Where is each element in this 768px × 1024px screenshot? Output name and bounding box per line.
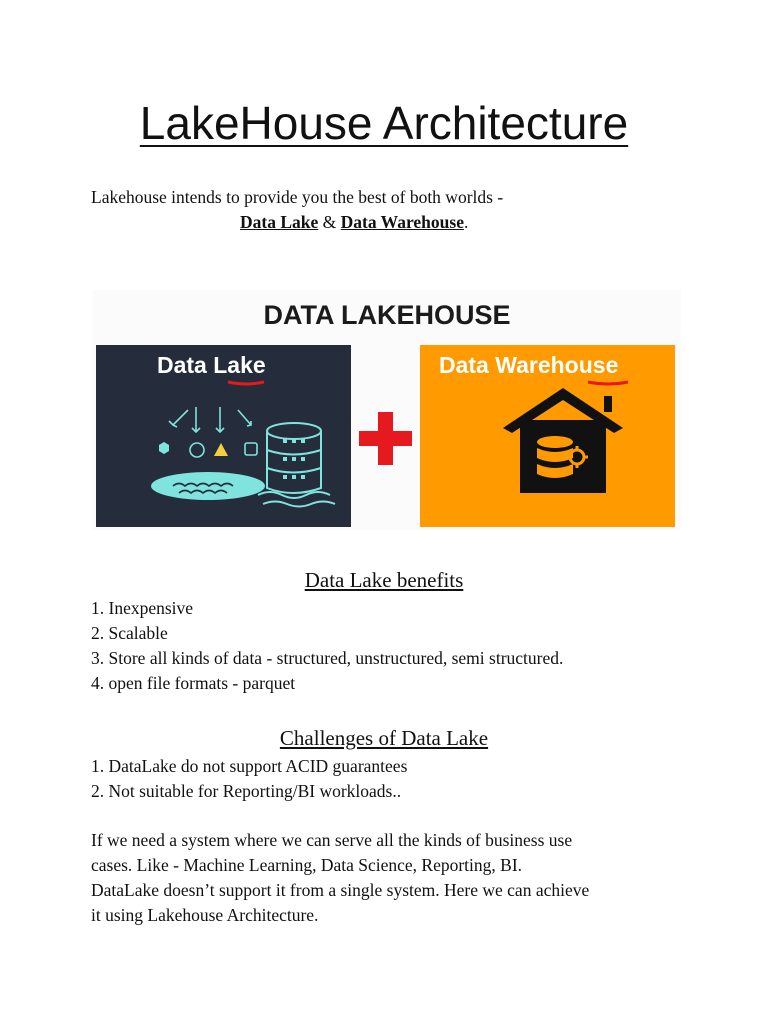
lake-icon [151, 472, 265, 500]
challenges-list [91, 754, 407, 804]
figure-heading: DATA LAKEHOUSE [263, 300, 511, 330]
benefits-list [91, 596, 563, 696]
conclusion-line: cases. Like - Machine Learning, Data Science, Reporting, BI. [91, 855, 523, 875]
intro-highlight [240, 210, 468, 235]
page-title: LakeHouse Architecture [139, 97, 629, 149]
challenges-heading: Challenges of Data Lake [279, 726, 489, 750]
lakehouse-figure [93, 290, 681, 530]
conclusion-line: DataLake doesn’t support it from a single system. Here we can achieve [91, 880, 590, 900]
list-item: 2. Scalable [91, 623, 168, 643]
intro-text: Lakehouse intends to provide you the best of both worlds - [91, 187, 504, 207]
intro-period: . [463, 212, 469, 232]
list-item: 4. open file formats - parquet [91, 673, 296, 693]
conclusion-paragraph [91, 828, 691, 928]
data-warehouse-label: Data Warehouse [439, 352, 619, 378]
conclusion-line: it using Lakehouse Architecture. [91, 905, 319, 925]
data-lake-label: Data Lake [157, 352, 266, 378]
list-item: 2. Not suitable for Reporting/BI workloads.. [91, 781, 402, 801]
list-item: 1. DataLake do not support ACID guarantees [91, 756, 408, 776]
data-lake-term: Data Lake [240, 212, 319, 232]
list-item: 1. Inexpensive [91, 598, 194, 618]
benefits-heading: Data Lake benefits [304, 568, 464, 592]
list-item: 3. Store all kinds of data - structured, unstructured, semi structured. [91, 648, 564, 668]
conclusion-line: If we need a system where we can serve all the kinds of business use [91, 830, 573, 850]
ampersand: & [318, 212, 341, 232]
data-warehouse-term: Data Warehouse [340, 212, 464, 232]
